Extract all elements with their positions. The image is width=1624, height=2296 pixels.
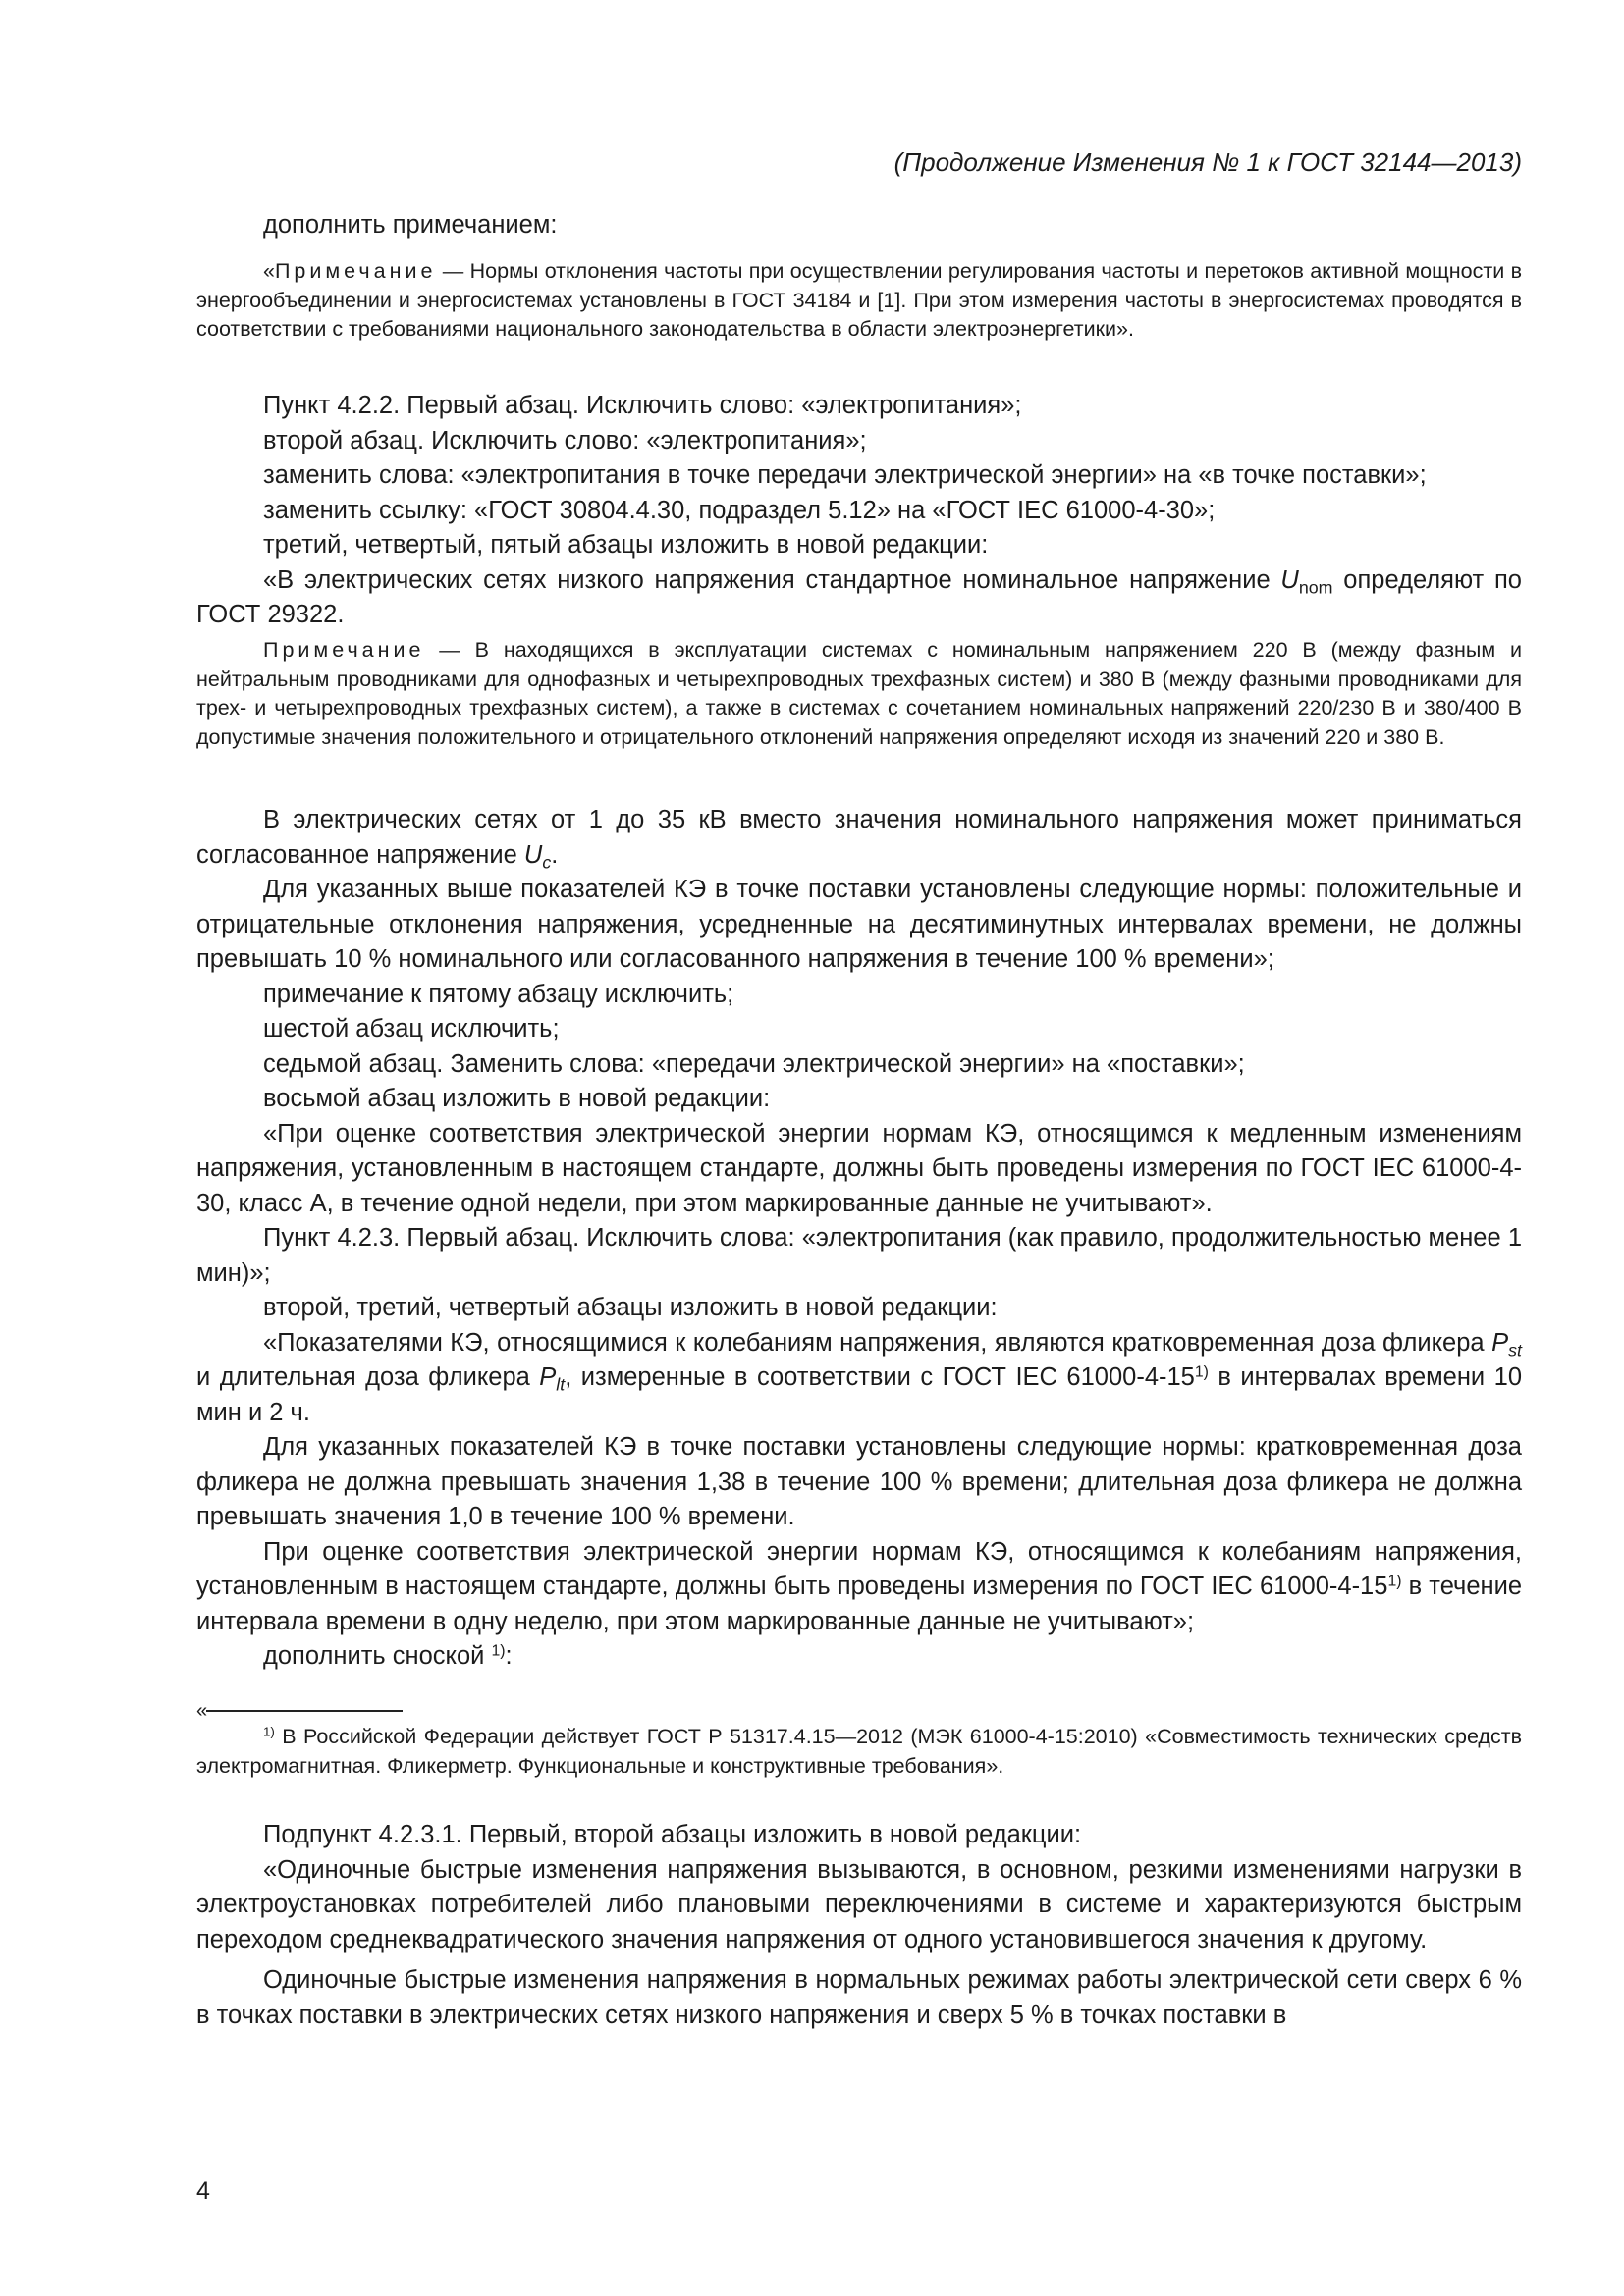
note-label: Примечание bbox=[263, 638, 425, 662]
paragraph: второй, третий, четвертый абзацы изложить в новой редакции: bbox=[263, 1294, 998, 1321]
paragraph: восьмой абзац изложить в новой редакции: bbox=[263, 1085, 771, 1112]
paragraph: Пункт 4.2.3. Первый абзац. Исключить слова: «электропитания (как правило, продолжительностью менее 1 мин)»; bbox=[196, 1224, 1522, 1287]
paragraph: В электрических сетях от 1 до 35 кВ вместо значения номинального напряжения может приниматься согласованное напряжение $U_c$. bbox=[196, 806, 1522, 872]
subscript: c bbox=[542, 851, 552, 872]
paragraph: Подпункт 4.2.3.1. Первый, второй абзацы изложить в новой редакции: bbox=[263, 1821, 1082, 1848]
text-block-2 bbox=[196, 389, 1522, 633]
symbol: U bbox=[523, 840, 543, 869]
footnote-quote-mark: « bbox=[196, 1700, 208, 1722]
symbol: U bbox=[1280, 565, 1299, 594]
note-paragraph bbox=[196, 636, 1522, 752]
paragraph: дополнить сноской $^{1)}$: bbox=[263, 1642, 513, 1670]
subscript: nom bbox=[1298, 576, 1333, 597]
note-1 bbox=[196, 257, 1522, 345]
symbol: P bbox=[539, 1363, 557, 1391]
footnote-separator bbox=[206, 1710, 403, 1712]
paragraph: Для указанных выше показателей КЭ в точке поставки установлены следующие нормы: положительные и отрицательные отклонения напряжения, усредненные на десятиминутных интервалах времени, не должны превышать 10 % номинального или согласованного напряжения в течение 100 % времени»; bbox=[196, 876, 1522, 973]
paragraph: «В электрических сетях низкого напряжения стандартное номинальное напряжение $U_{nom}$ определяют по ГОСТ 29322. bbox=[196, 565, 1522, 628]
footnote-mark: 1) bbox=[263, 1724, 275, 1739]
paragraph: «При оценке соответствия электрической энергии нормам КЭ, относящимся к медленным изменениям напряжения, установленным в настоящем стандарте, должны быть проведены измерения по ГОСТ IEC 61000-4-30, класс А, в течение одной недели, при этом маркированные данные не учитывают». bbox=[196, 1119, 1522, 1217]
paragraph: Одиночные быстрые изменения напряжения в нормальных режимах работы электрической сети сверх 6 % в точках поставки в электрических сетях низкого напряжения и сверх 5 % в точках поставки в bbox=[196, 1966, 1522, 2029]
paragraph: дополнить примечанием: bbox=[263, 211, 558, 239]
paragraph: заменить ссылку: «ГОСТ 30804.4.30, подраздел 5.12» на «ГОСТ IEC 61000-4-30»; bbox=[263, 496, 1216, 524]
footnote-text: $^{1)}$ В Российской Федерации действует ГОСТ Р 51317.4.15—2012 (МЭК 61000-4-15:2010) «Совместимость технических средств электромагнитная. Фликерметр. Функциональные и конструктивные требования». bbox=[196, 1724, 1522, 1778]
note-text: — В находящихся в эксплуатации системах с номинальным напряжением 220 В (между фазным и нейтральным проводниками для однофазных и четырехпроводных трехфазных систем) и 380 В (между фазными проводниками для трех- и четырехпроводных трехфазных систем), а также в системах с сочетанием номинальных напряжений 220/230 В и 380/400 В допустимые значения положительного и отрицательного отклонений напряжения определяют исходя из значений 220 и 380 В. bbox=[196, 638, 1522, 749]
text-block-3 bbox=[196, 803, 1522, 1675]
paragraph: седьмой абзац. Заменить слова: «передачи электрической энергии» на «поставки»; bbox=[263, 1049, 1245, 1078]
subscript: lt bbox=[556, 1374, 566, 1395]
paragraph: Пункт 4.2.2. Первый абзац. Исключить слово: «электропитания»; bbox=[263, 392, 1022, 419]
note-paragraph: «Примечание — Нормы отклонения частоты при осуществлении регулирования частоты и перетоков активной мощности в энергообъединении и энергосистемах установлены в ГОСТ 34184 и [1]. При этом измерения частоты в энергосистемах проводятся в соответствии с требованиями национального законодательства в области электроэнергетики». bbox=[196, 259, 1522, 341]
paragraph: «Одиночные быстрые изменения напряжения вызываются, в основном, резкими изменениями нагрузки в электроустановках потребителей либо плановыми переключениями в системе и характеризуются быстрым переходом среднеквадратического значения напряжения от одного установившегося значения к другому. bbox=[196, 1855, 1522, 1953]
paragraph: Для указанных показателей КЭ в точке поставки установлены следующие нормы: кратковременная доза фликера не должна превышать значения 1,38 в течение 100 % времени; длительная доза фликера не должна превышать значения 1,0 в течение 100 % времени. bbox=[196, 1433, 1522, 1530]
running-header: (Продолжение Изменения № 1 к ГОСТ 32144—2013) bbox=[893, 147, 1522, 177]
paragraph: «Показателями КЭ, относящимися к колебаниям напряжения, являются кратковременная доза фликера $P_{st}$ и длительная доза фликера $P_{lt}$, измеренные в соответствии с ГОСТ IEC 61000-4-15$^{1)}$ в интервалах времени 10 мин и 2 ч. bbox=[196, 1328, 1523, 1426]
footnote-ref: 1) bbox=[1387, 1573, 1402, 1590]
note-text: — Нормы отклонения частоты при осуществлении регулирования частоты и перетоков активной мощности в энергообъединении и энергосистемах установлены в ГОСТ 34184 и [1]. При этом измерения частоты в энергосистемах проводятся в соответствии с требованиями национального законодательства в области электроэнергетики». bbox=[196, 259, 1522, 341]
paragraph: При оценке соответствия электрической энергии нормам КЭ, относящимся к колебаниям напряжения, установленным в настоящем стандарте, должны быть проведены измерения по ГОСТ IEC 61000-4-15$^{1)}$ в течение интервала времени в одну неделю, при этом маркированные данные не учитывают»; bbox=[196, 1537, 1523, 1635]
symbol: P bbox=[1491, 1328, 1509, 1357]
note-2 bbox=[196, 636, 1522, 752]
subscript: st bbox=[1508, 1339, 1522, 1360]
paragraph: примечание к пятому абзацу исключить; bbox=[263, 980, 734, 1008]
footnote-ref: 1) bbox=[491, 1642, 506, 1660]
page-number: 4 bbox=[196, 2177, 210, 2205]
footnote-ref: 1) bbox=[1194, 1363, 1209, 1381]
footnote-separator-wrap bbox=[196, 1700, 1522, 1722]
paragraph: шестой абзац исключить; bbox=[263, 1015, 560, 1042]
text-block-4 bbox=[196, 1818, 1522, 2033]
footnote bbox=[196, 1700, 1522, 1781]
paragraph: заменить слова: «электропитания в точке передачи электрической энергии» на «в точке поставки»; bbox=[263, 461, 1427, 489]
paragraph: второй абзац. Исключить слово: «электропитания»; bbox=[263, 426, 867, 454]
paragraph: третий, четвертый, пятый абзацы изложить в новой редакции: bbox=[263, 531, 989, 559]
text-block-1 bbox=[196, 208, 1522, 243]
note-label: Примечание bbox=[274, 259, 437, 283]
